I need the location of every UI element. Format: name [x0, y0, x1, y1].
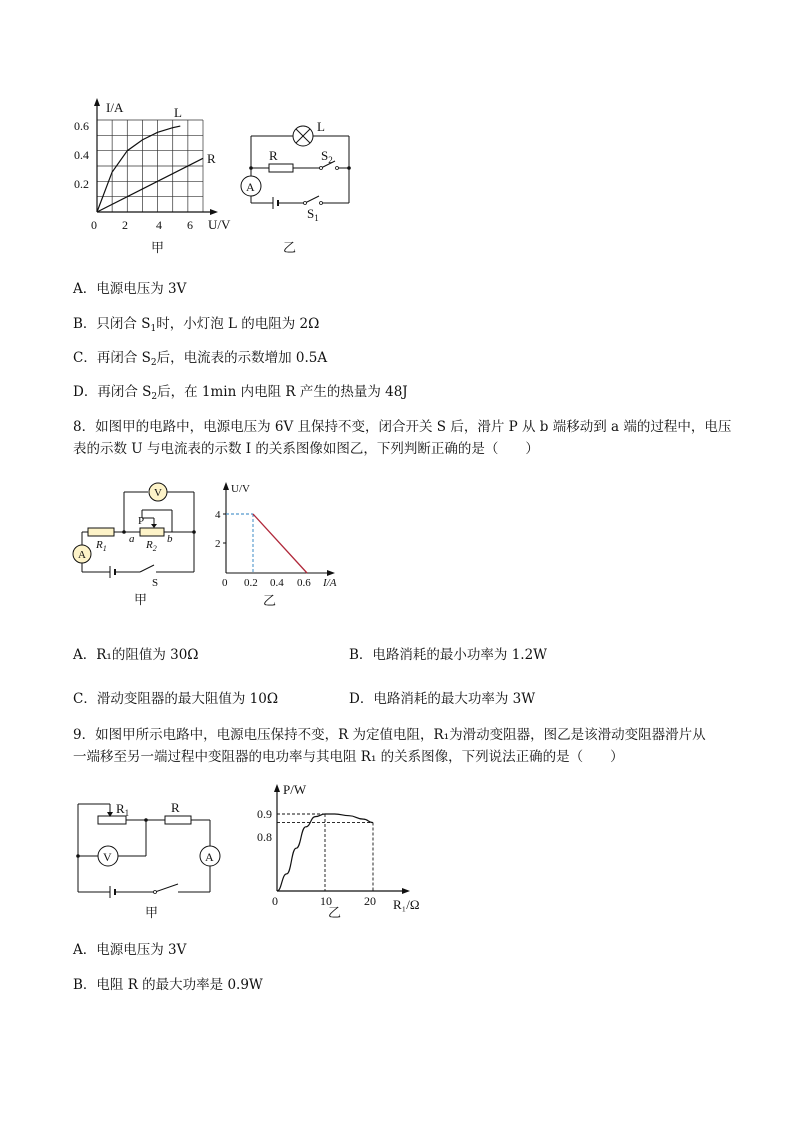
- q9-graph-caption: 乙: [328, 905, 342, 920]
- fig7-y-tick: 0.6: [74, 119, 89, 133]
- fig7-y-tick: 0.2: [74, 177, 89, 191]
- q9-stem-line2: 一端移至另一端过程中变阻器的电功率与其电阻 R₁ 的关系图像，下列说法正确的是（ ）: [73, 749, 624, 765]
- q8-stem-line1: 8．如图甲的电路中，电源电压为 6V 且保持不变，闭合开关 S 后，滑片 P 从 b 端移动到 a 端的过程中，电压: [73, 419, 732, 435]
- q8-option-b: B．电路消耗的最小功率为 1.2W: [349, 647, 548, 663]
- fig7-option-a: A．电源电压为 3V: [73, 281, 187, 297]
- q9-ammeter-label: A: [205, 850, 214, 864]
- q9-y-axis-label: P/W: [283, 782, 307, 797]
- fig7-y-tick: 0.4: [74, 148, 89, 162]
- q8-voltmeter-label: V: [154, 487, 162, 499]
- fig7-line-R: [97, 158, 203, 212]
- fig7-switch1-label: $S_1$: [307, 206, 319, 223]
- fig7-curve-L: [97, 126, 180, 212]
- q9-voltmeter-label: V: [103, 850, 112, 864]
- q9-x-tick: 0: [272, 894, 278, 908]
- q8-y-tick: 2: [215, 538, 221, 550]
- q8-graph-line: [253, 514, 307, 573]
- q8-x-tick: 0.4: [270, 577, 284, 589]
- q8-y-axis-label: U/V: [231, 483, 250, 495]
- fig7-line-R-label: R: [207, 151, 216, 166]
- q8-x-axis-label: I/A: [323, 577, 337, 589]
- fig7-lamp-label: L: [317, 119, 325, 134]
- q8-slider-p-label: P: [138, 515, 145, 527]
- fig7-x-axis-label: U/V: [208, 217, 231, 232]
- fig7-graph: [60, 92, 260, 262]
- fig7-option-b: B．只闭合 $S_1$时，小灯泡 L 的电阻为 2Ω: [73, 316, 320, 334]
- fig7-y-axis-label: I/A: [106, 100, 124, 115]
- fig7-circuit-caption: 乙: [283, 240, 297, 255]
- q9-option-b: B．电阻 R 的最大功率是 0.9W: [73, 977, 263, 993]
- q8-x-tick: 0.2: [244, 577, 258, 589]
- fig7-x-tick: 2: [122, 218, 128, 232]
- q8-ammeter-label: A: [78, 549, 86, 561]
- fig7-option-c: C．再闭合 $S_2$后，电流表的示数增加 0.5A: [73, 350, 328, 368]
- fig7-x-tick: 6: [187, 218, 193, 232]
- q8-stem-line2: 表的示数 U 与电流表的示数 I 的关系图像如图乙，下列判断正确的是（ ）: [73, 441, 539, 457]
- q9-x-tick: 20: [364, 894, 376, 908]
- q9-y-tick: 0.8: [257, 830, 272, 844]
- q8-graph: [205, 478, 345, 610]
- q8-r1-label: $R_1$: [96, 539, 107, 553]
- q8-r2-label: $R_2$: [146, 539, 157, 553]
- q8-x-tick: 0.6: [297, 577, 311, 589]
- fig7-x-tick: 0: [91, 218, 97, 232]
- q9-r1-label: $R_1$: [116, 801, 130, 818]
- fig7-curve-L-label: L: [174, 105, 182, 120]
- q9-stem-line1: 9．如图甲所示电路中，电源电压保持不变，R 为定值电阻，R₁为滑动变阻器，图乙是该滑动变阻器滑片从: [73, 727, 706, 743]
- q8-circuit-caption: 甲: [134, 592, 148, 607]
- q8-y-tick: 4: [215, 509, 221, 521]
- q9-y-tick: 0.9: [257, 807, 272, 821]
- q9-circuit: [70, 792, 230, 924]
- q9-option-a: A．电源电压为 3V: [73, 942, 187, 958]
- fig7-circuit: [235, 118, 365, 258]
- q8-option-d: D．电路消耗的最大功率为 3W: [349, 691, 536, 707]
- q8-graph-caption: 乙: [263, 593, 277, 608]
- q8-circuit: [72, 480, 202, 610]
- fig7-graph-caption: 甲: [151, 240, 165, 255]
- fig7-switch2-label: $S_2$: [321, 148, 333, 165]
- q8-end-b-label: b: [167, 533, 173, 545]
- q8-option-c: C．滑动变阻器的最大阻值为 10Ω: [73, 691, 279, 707]
- q9-r-label: R: [171, 800, 180, 815]
- q8-option-a: A．R₁的阻值为 30Ω: [73, 647, 199, 663]
- fig7-resistor-label: R: [269, 148, 278, 163]
- q9-circuit-caption: 甲: [145, 905, 159, 920]
- fig7-option-d: D．再闭合 $S_2$后，在 1min 内电阻 R 产生的热量为 48J: [73, 384, 408, 402]
- q9-graph: [250, 778, 430, 920]
- q8-x-tick: 0: [222, 577, 228, 589]
- q8-switch-label: S: [152, 577, 159, 589]
- fig7-ammeter-label: A: [246, 180, 255, 194]
- q9-x-axis-label: R₁/Ω: [393, 897, 420, 912]
- q9-x-tick: 10: [320, 894, 332, 908]
- q8-end-a-label: a: [129, 533, 135, 545]
- fig7-x-tick: 4: [156, 218, 162, 232]
